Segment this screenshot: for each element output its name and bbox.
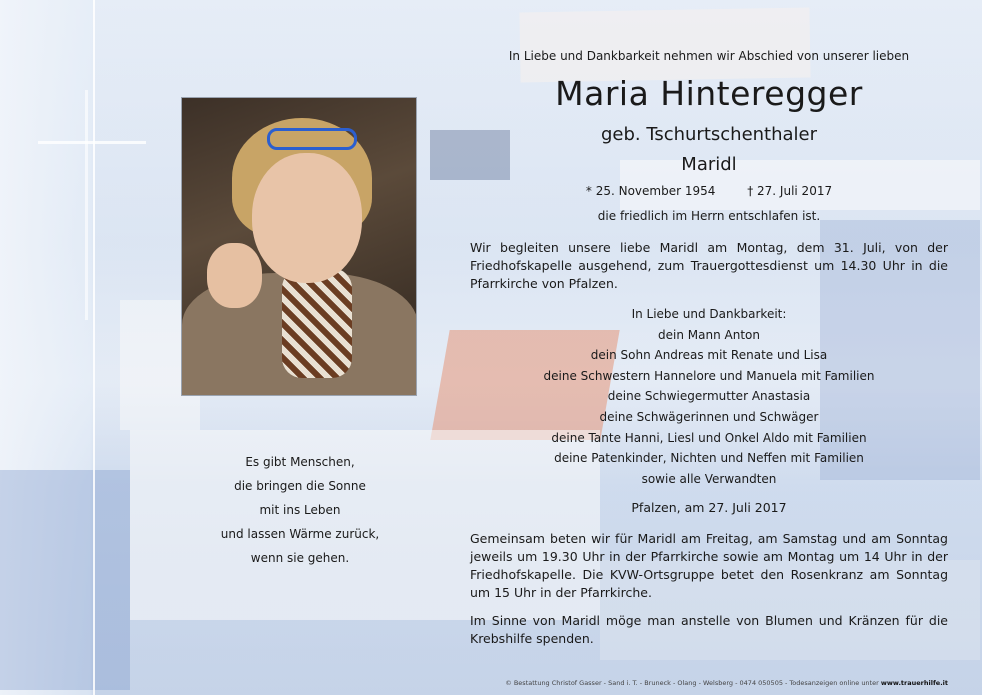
background-patch — [519, 7, 810, 82]
memorial-verse — [200, 450, 400, 570]
verse-line: wenn sie gehen. — [250, 551, 350, 565]
mourner-line: dein Mann Anton — [658, 327, 760, 342]
mourner-line: deine Schwägerinnen und Schwäger — [599, 409, 819, 424]
deceased-name: Maria Hinteregger — [555, 74, 863, 113]
portrait-photo — [181, 97, 417, 396]
footer — [470, 679, 948, 687]
divider-line — [93, 0, 95, 695]
life-dates — [470, 184, 948, 198]
funeral-paragraph: Wir begleiten unsere liebe Maridl am Montag, dem 31. Juli, von der Friedhofskapelle ausgehend, zum Trauergottesdienst um 14.30 Uhr in die Pfarrkirche von Pfalzen. — [470, 240, 948, 291]
footer-text: © Bestattung Christof Gasser - Sand i. T. - Bruneck - Olang - Welsberg - 0474 050505 - Todesanzeigen online unter — [505, 679, 879, 687]
mourner-line: In Liebe und Dankbarkeit: — [631, 307, 787, 321]
verse-line: Es gibt Menschen, — [245, 455, 355, 469]
donation-paragraph: Im Sinne von Maridl möge man anstelle von Blumen und Kränzen für die Krebshilfe spenden. — [470, 613, 948, 646]
birth-date: * 25. November 1954 — [585, 184, 716, 198]
mourner-line: dein Sohn Andreas mit Renate und Lisa — [590, 348, 828, 363]
prayer-paragraph: Gemeinsam beten wir für Maridl am Freitag, am Samstag und am Sonntag jeweils um 19.30 Uhr in der Pfarrkirche sowie am Montag um 14 Uhr in der Friedhofskapelle. Die KVW-Ortsgruppe betet den Rosenkranz am Sonntag um 15 Uhr in der Pfarrkirche. — [470, 531, 948, 600]
passed-text: die friedlich im Herrn entschlafen ist. — [597, 209, 821, 223]
verse-line: und lassen Wärme zurück, — [220, 527, 380, 541]
mourners-list — [470, 304, 948, 489]
maiden-name: geb. Tschurtschenthaler — [600, 124, 818, 145]
verse-line: mit ins Leben — [259, 503, 341, 517]
intro-text: In Liebe und Dankbarkeit nehmen wir Abschied von unserer lieben — [508, 49, 910, 63]
mourner-line: deine Patenkinder, Nichten und Neffen mit Familien — [554, 451, 864, 466]
nickname: Maridl — [681, 154, 737, 175]
background-patch — [0, 470, 130, 690]
verse-line: die bringen die Sonne — [234, 479, 366, 493]
mourner-line: sowie alle Verwandten — [641, 471, 777, 486]
footer-website[interactable]: www.trauerhilfe.it — [880, 679, 948, 687]
mourner-line: deine Schwiegermutter Anastasia — [607, 389, 811, 404]
mourner-line: deine Schwestern Hannelore und Manuela mit Familien — [543, 368, 875, 383]
death-date: † 27. Juli 2017 — [747, 184, 833, 198]
mourner-line: deine Tante Hanni, Liesl und Onkel Aldo mit Familien — [551, 430, 867, 445]
place-date: Pfalzen, am 27. Juli 2017 — [631, 500, 787, 515]
